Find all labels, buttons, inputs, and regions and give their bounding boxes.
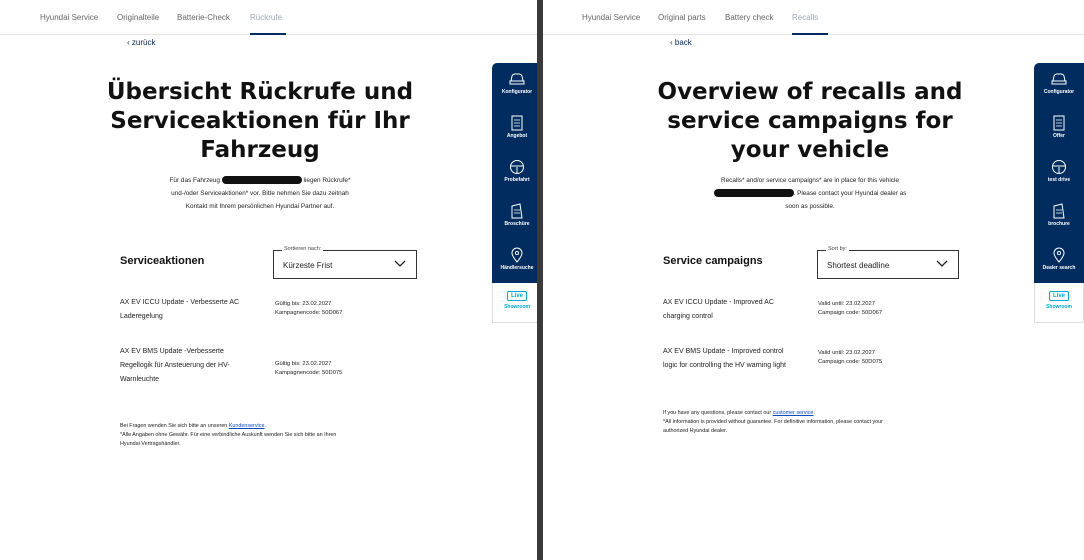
sort-label: Sort by:	[828, 246, 847, 252]
brochure-icon	[508, 203, 526, 219]
quick-action-sidebar	[1034, 63, 1084, 323]
sort-value: Kürzeste Frist	[283, 261, 333, 270]
campaign-title-line: AX EV ICCU Update - Verbesserte AC	[120, 299, 240, 306]
document-icon	[508, 115, 526, 131]
footer-disclaimer: authorized Hyundai dealer.	[663, 428, 728, 434]
campaign-title-line: Regellogik für Ansteuerung der HV-	[120, 362, 230, 369]
sort-label: Sortieren nach:	[284, 246, 322, 252]
sort-select[interactable]	[273, 246, 417, 279]
customer-service-link[interactable]: customer service	[772, 410, 814, 416]
campaign-title	[663, 296, 813, 324]
section-title: Serviceaktionen	[120, 255, 205, 267]
nav-recalls[interactable]: Recalls	[792, 13, 819, 22]
sidebar-item-label: Händlersuche	[500, 265, 534, 271]
nav-original-parts[interactable]: Original parts	[658, 13, 706, 22]
campaign-valid-until: Valid until: 23.02.2027	[818, 350, 875, 356]
sidebar-item-dealer-search[interactable]	[1034, 239, 1084, 283]
campaign-meta	[818, 300, 882, 318]
footer-note	[120, 422, 420, 449]
campaign-title-line: charging control	[663, 313, 713, 320]
campaign-code: Kampagnencode: 50D075	[275, 370, 343, 376]
page-title	[95, 78, 425, 165]
campaign-title	[663, 345, 813, 373]
intro-text-part: Für das Fahrzeug	[169, 177, 220, 184]
sidebar-item-test-drive[interactable]	[1034, 151, 1084, 195]
campaign-meta	[275, 300, 342, 318]
footer-disclaimer: *All information is provided without guarantee. For definitive information, please contact your	[663, 419, 883, 425]
quick-action-sidebar	[492, 63, 537, 323]
sidebar-item-label: Angebot	[506, 133, 528, 139]
chevron-down-icon	[935, 256, 949, 270]
intro-text-line: Recalls* and/or service campaigns* are in place for this vehicle	[721, 177, 899, 184]
nav-battery-check[interactable]: Batterie-Check	[177, 13, 230, 22]
intro-text-part: . Please contact your Hyundai dealer as	[793, 190, 907, 197]
intro-text	[660, 174, 960, 213]
sort-select[interactable]	[817, 246, 959, 279]
campaign-title-line: Warnleuchte	[120, 376, 160, 383]
intro-text-line: und-/oder Serviceaktionen* vor. Bitte nehmen Sie dazu zeitnah	[171, 190, 349, 197]
campaign-title-line: Laderegelung	[120, 313, 163, 320]
page-title-line: your vehicle	[730, 137, 890, 163]
footer-disclaimer: Hyundai Vertragshändler.	[120, 441, 181, 447]
document-icon	[1050, 115, 1068, 131]
campaign-title	[120, 296, 270, 324]
steering-wheel-icon	[1050, 159, 1068, 175]
campaign-meta	[275, 360, 342, 378]
sidebar-item-showroom[interactable]	[1034, 283, 1084, 323]
sidebar-item-configurator[interactable]	[1034, 63, 1084, 107]
sidebar-item-label: Showroom	[504, 304, 530, 310]
sidebar-item-label: Broschüre	[504, 221, 530, 227]
intro-text-line: Kontakt mit Ihrem persönlichen Hyundai Partner auf.	[185, 203, 335, 210]
car-icon	[1050, 71, 1068, 87]
sidebar-item-label: Konfigurator	[501, 89, 533, 95]
footer-note	[663, 409, 963, 436]
sidebar-item-label: Showroom	[1046, 304, 1072, 310]
campaign-valid-until: Valid until: 23.02.2027	[818, 301, 875, 307]
steering-wheel-icon	[508, 159, 526, 175]
nav-battery-check[interactable]: Battery check	[725, 13, 774, 22]
back-link[interactable]: ‹ zurück	[127, 38, 156, 47]
sidebar-item-brochure[interactable]	[1034, 195, 1084, 239]
campaign-valid-until: Gültig bis: 23.02.2027	[275, 361, 332, 367]
sort-value: Shortest deadline	[827, 261, 890, 270]
footer-text: Bei Fragen wenden Sie sich bitte an unseren	[120, 423, 228, 429]
sidebar-item-offer[interactable]	[1034, 107, 1084, 151]
customer-service-link[interactable]: Kundenservice	[228, 423, 265, 429]
sidebar-item-label: Probefahrt	[504, 177, 530, 183]
campaign-title-line: logic for controlling the HV warning light	[663, 362, 786, 369]
section-title: Service campaigns	[663, 255, 763, 267]
campaign-code: Campaign code: 50D067	[818, 310, 883, 316]
live-badge: Live	[507, 291, 527, 301]
campaign-valid-until: Gültig bis: 23.02.2027	[275, 301, 332, 307]
sidebar-item-label: test drive	[1047, 177, 1071, 183]
german-page-panel	[0, 0, 537, 560]
location-pin-icon	[1050, 247, 1068, 263]
sidebar-item-label: brochure	[1048, 221, 1070, 227]
campaign-title-line: AX EV ICCU Update - Improved AC	[663, 299, 774, 306]
top-navigation	[0, 0, 537, 35]
nav-original-parts[interactable]: Originalteile	[117, 13, 160, 22]
nav-hyundai-service[interactable]: Hyundai Service	[582, 13, 641, 22]
active-tab-indicator	[792, 33, 828, 35]
intro-text-part: liegen Rückrufe*	[303, 177, 351, 184]
sidebar-item-dealer-search[interactable]	[492, 239, 537, 283]
redacted-vin	[714, 189, 794, 197]
page-title-line: service campaigns for	[667, 108, 953, 134]
sidebar-item-label: Dealer search	[1042, 265, 1076, 271]
page-title-line: Overview of recalls and	[657, 79, 963, 105]
top-navigation	[543, 0, 1084, 35]
sidebar-item-offer[interactable]	[492, 107, 537, 151]
live-badge: Live	[1049, 291, 1069, 301]
campaign-title-line: AX EV BMS Update - Improved control	[663, 348, 784, 355]
car-icon	[508, 71, 526, 87]
nav-recalls[interactable]: Rückrufe	[250, 13, 283, 22]
sidebar-item-showroom[interactable]	[492, 283, 537, 323]
redacted-vin	[222, 176, 302, 184]
intro-text-line: soon as possible.	[785, 203, 835, 210]
back-link[interactable]: ‹ back	[670, 38, 692, 47]
campaign-meta	[818, 349, 882, 367]
footer-text: .	[264, 423, 266, 429]
sidebar-item-configurator[interactable]	[492, 63, 537, 107]
english-page-panel	[543, 0, 1084, 560]
nav-hyundai-service[interactable]: Hyundai Service	[40, 13, 99, 22]
sidebar-item-label: Configurator	[1043, 89, 1075, 95]
campaign-code: Campaign code: 50D075	[818, 359, 883, 365]
campaign-code: Kampagnencode: 50D067	[275, 310, 343, 316]
page-title	[645, 78, 975, 165]
page-title-line: Übersicht Rückrufe und	[106, 79, 414, 105]
location-pin-icon	[508, 247, 526, 263]
intro-text	[110, 174, 410, 213]
sidebar-item-brochure[interactable]	[492, 195, 537, 239]
brochure-icon	[1050, 203, 1068, 219]
sidebar-item-label: Offer	[1053, 133, 1065, 139]
campaign-title	[120, 345, 270, 387]
campaign-title-line: AX EV BMS Update -Verbesserte	[120, 348, 224, 355]
active-tab-indicator	[250, 33, 286, 35]
page-title-line: Serviceaktionen für Ihr	[110, 108, 410, 134]
page-title-line: Fahrzeug	[200, 137, 320, 163]
footer-text: If you have any questions, please contact our	[663, 410, 772, 416]
footer-text: .	[813, 410, 815, 416]
footer-disclaimer: *Alle Angaben ohne Gewähr. Für eine verbindliche Auskunft wenden Sie sich bitte an Ihren	[120, 432, 337, 438]
chevron-down-icon	[393, 256, 407, 270]
sidebar-item-test-drive[interactable]	[492, 151, 537, 195]
